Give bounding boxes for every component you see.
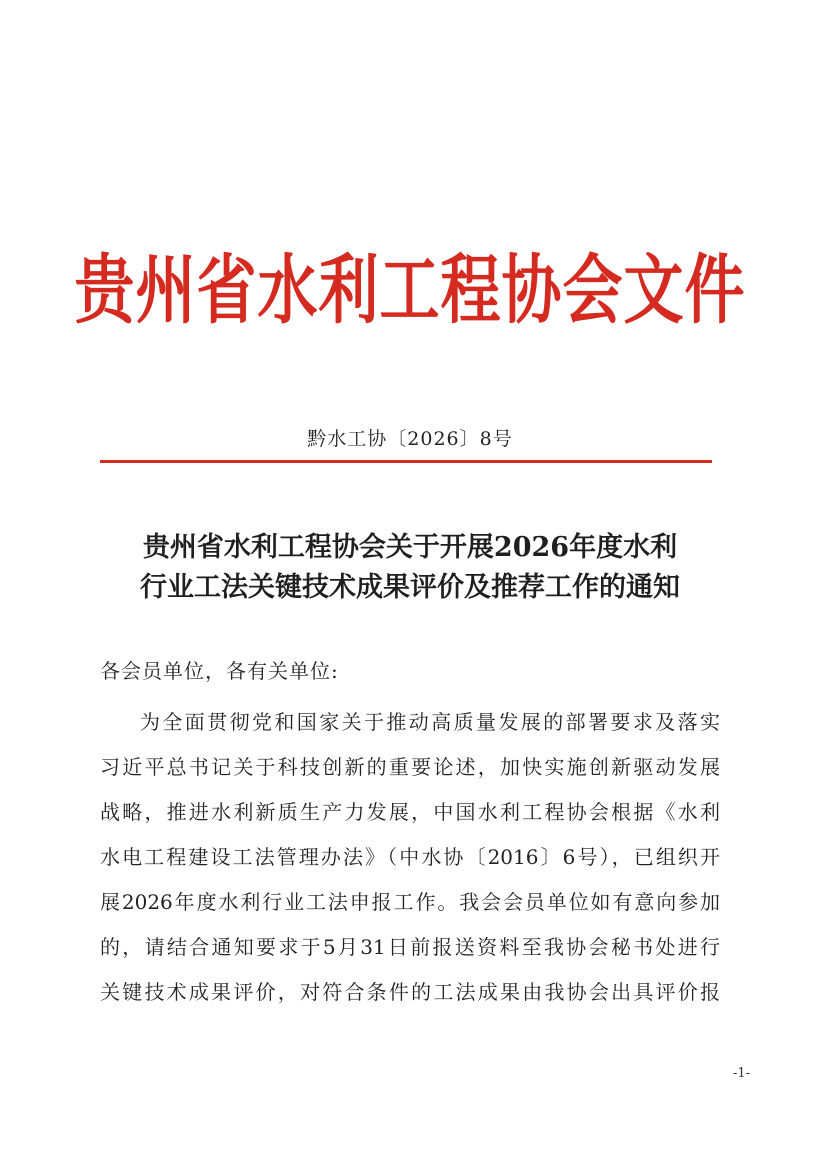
notice-title — [0, 528, 820, 608]
notice-title-line-1: 贵州省水利工程协会关于开展2026年度水利 — [142, 532, 678, 563]
red-divider-line — [100, 460, 712, 463]
document-number: 黔水工协〔2026〕8号 — [307, 428, 513, 450]
body-line: 的，请结合通知要求于5月31日前报送资料至我协会秘书处进行 — [100, 935, 720, 959]
body-line: 为全面贯彻党和国家关于推动高质量发展的部署要求及落实 — [140, 710, 720, 734]
body-line: 习近平总书记关于科技创新的重要论述，加快实施创新驱动发展 — [100, 755, 720, 779]
body-line: 水电工程建设工法管理办法》（中水协〔2016〕6号），已组织开 — [100, 845, 720, 869]
body-line: 战略，推进水利新质生产力发展，中国水利工程协会根据《水利 — [100, 800, 720, 824]
salutation: 各会员单位，各有关单位: — [100, 659, 339, 683]
masthead-title: 贵州省水利工程协会文件 — [74, 247, 746, 335]
body-text — [100, 700, 720, 1015]
body-line: 展2026年度水利行业工法申报工作。我会会员单位如有意向参加 — [100, 890, 720, 914]
page-number: -1- — [732, 1066, 750, 1081]
notice-title-line-2: 行业工法关键技术成果评价及推荐工作的通知 — [140, 572, 680, 603]
body-line: 关键技术成果评价，对符合条件的工法成果由我协会出具评价报 — [100, 980, 720, 1004]
